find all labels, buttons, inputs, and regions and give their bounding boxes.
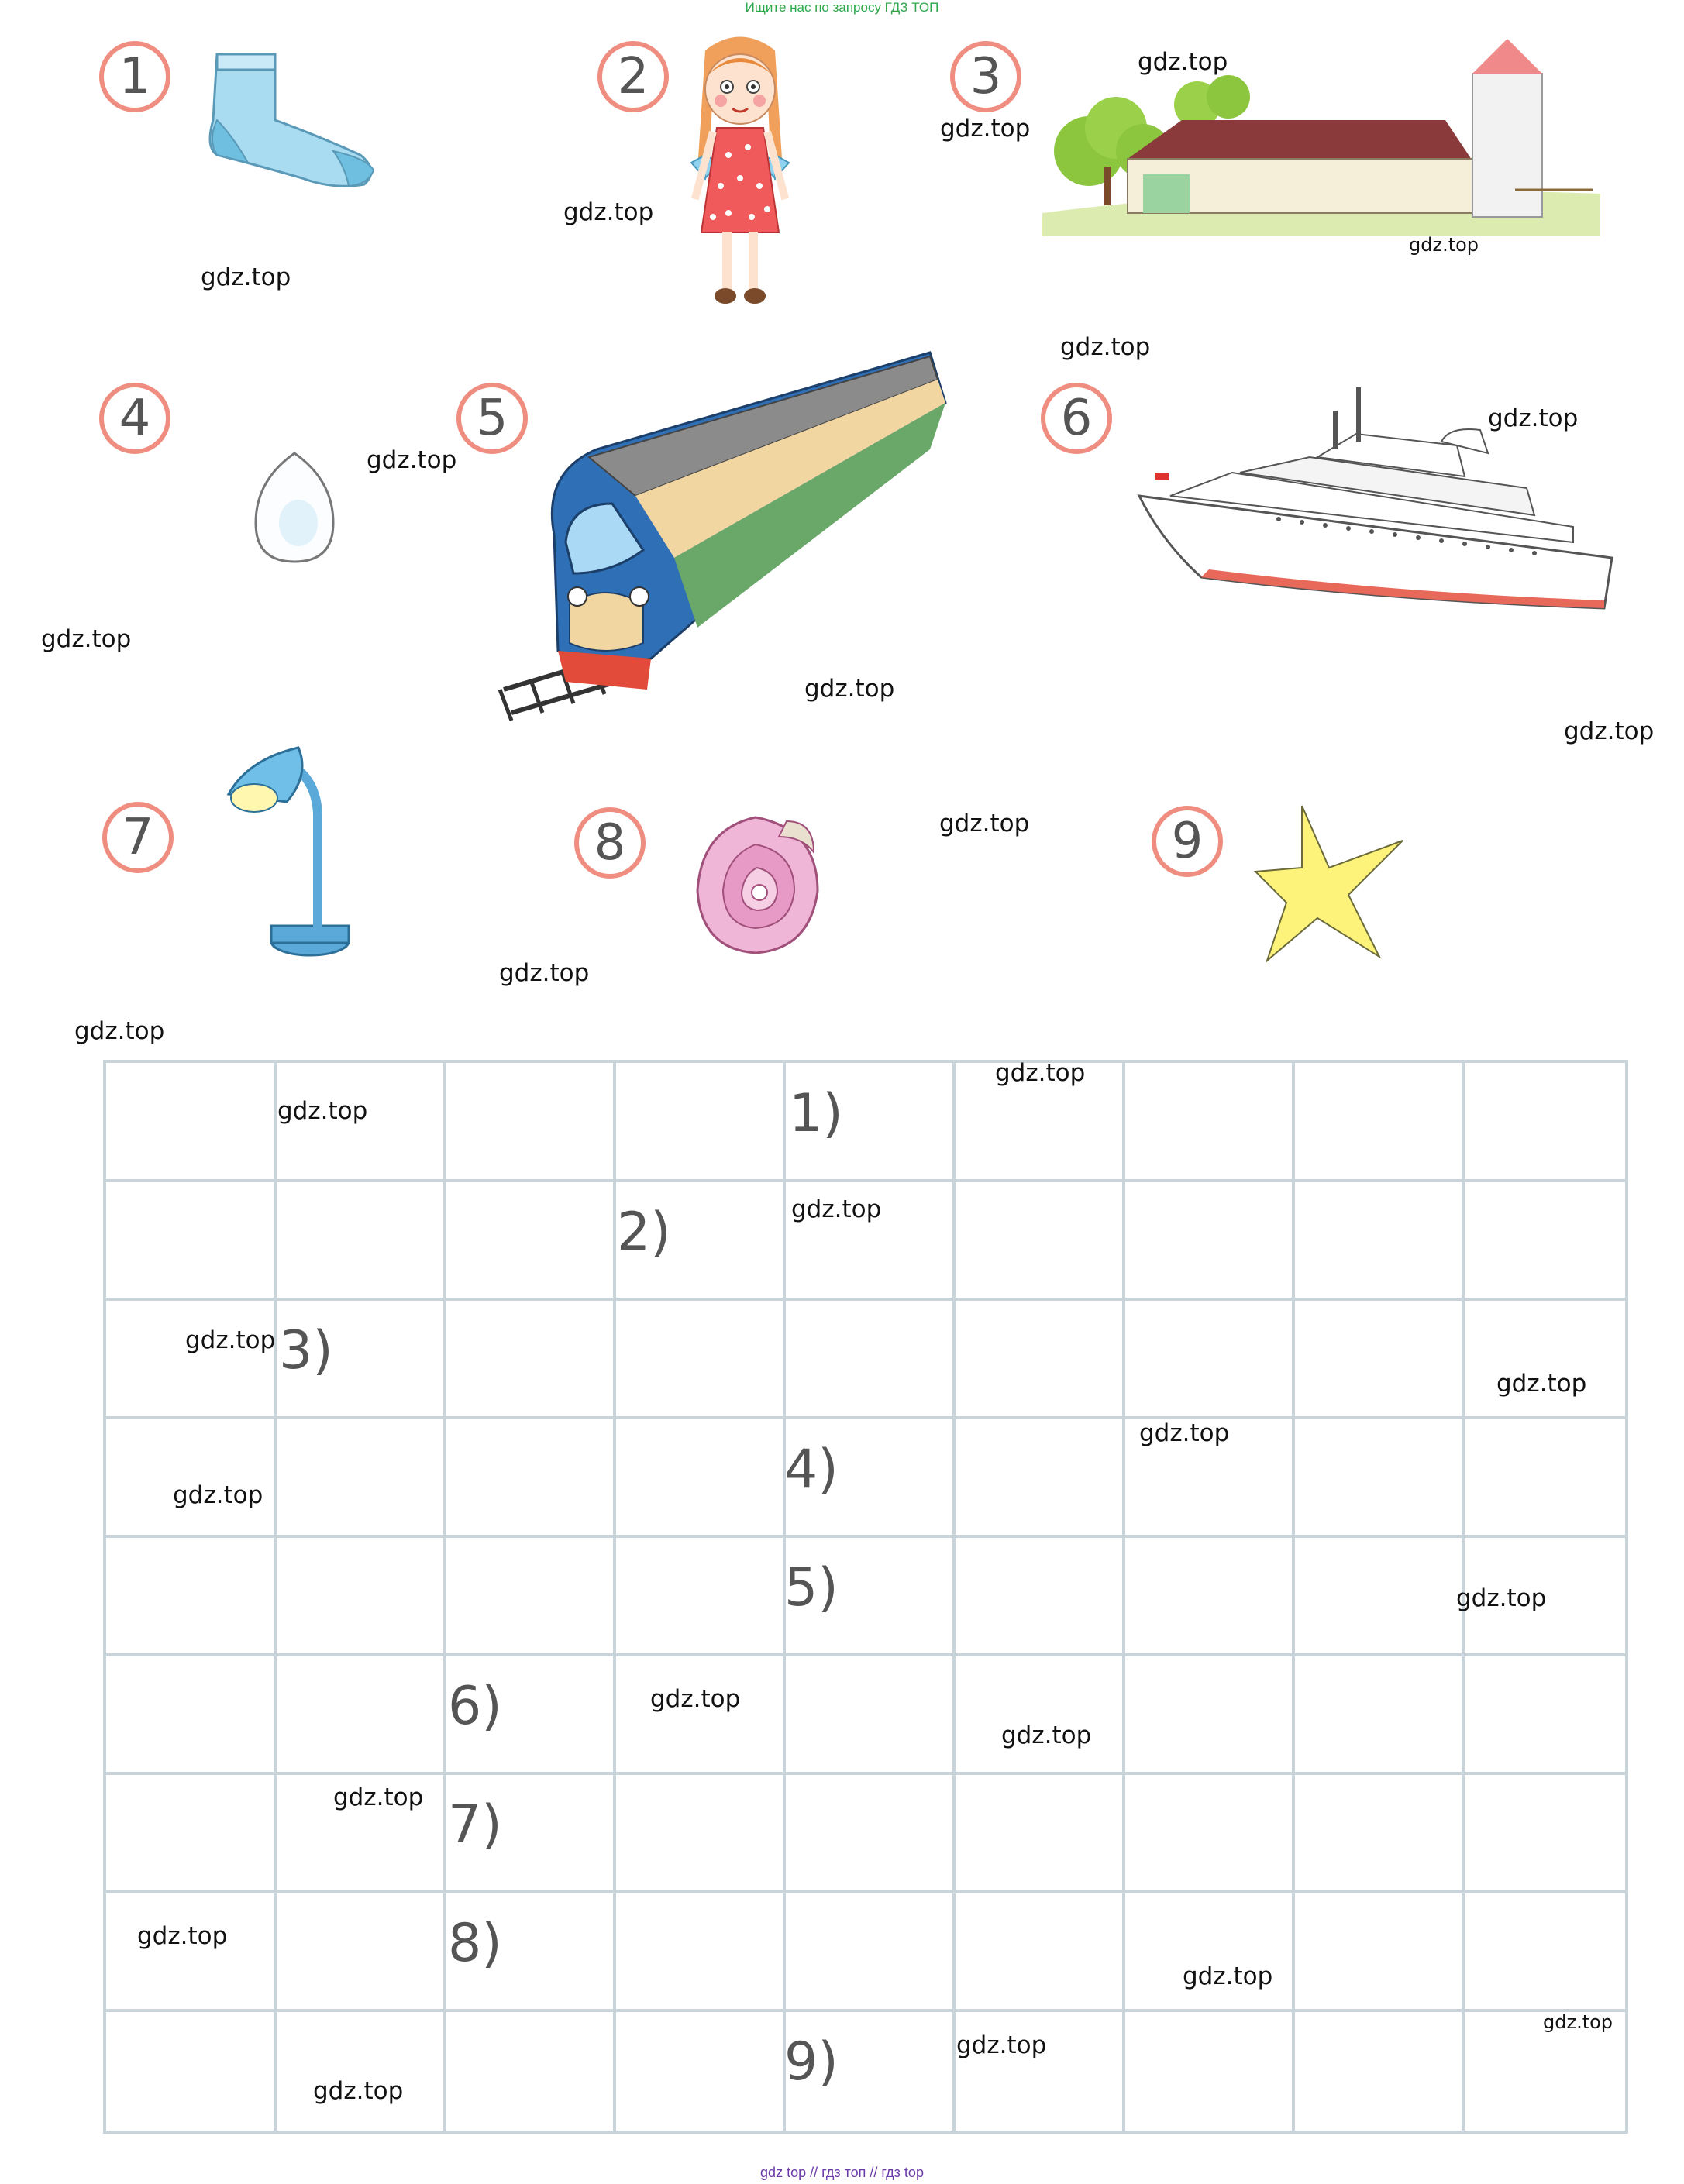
grid-line	[106, 1416, 1625, 1419]
row-label-7: 7)	[448, 1794, 502, 1856]
footer-note: gdz top // гдз топ // гдз top	[760, 2165, 924, 2180]
watermark: gdz.top	[650, 1685, 741, 1713]
watermark: gdz.top	[313, 2077, 404, 2105]
shell-icon	[686, 806, 825, 961]
watermark: gdz.top	[804, 675, 895, 703]
doll-icon	[674, 31, 806, 310]
watermark: gdz.top	[1543, 2011, 1613, 2033]
star-icon	[1255, 802, 1410, 965]
picture-number-5: 5	[456, 383, 528, 454]
row-label-8: 8)	[448, 1913, 502, 1974]
farm-icon	[1042, 35, 1600, 236]
grid-line	[613, 1063, 616, 2131]
picture-number-1: 1	[99, 41, 170, 112]
watermark: gdz.top	[137, 1922, 228, 1950]
grid-line	[106, 1772, 1625, 1775]
watermark: gdz.top	[1488, 404, 1579, 432]
watermark: gdz.top	[1456, 1584, 1547, 1612]
row-label-5: 5)	[784, 1557, 839, 1618]
grid-line	[106, 1298, 1625, 1301]
grid-line	[1122, 1063, 1125, 2131]
grid-line	[106, 2009, 1625, 2012]
sock-icon	[201, 46, 387, 194]
watermark: gdz.top	[201, 263, 291, 291]
watermark: gdz.top	[74, 1017, 165, 1045]
grid-line	[1292, 1063, 1295, 2131]
header-note: Ищите нас по запросу ГДЗ ТОП	[745, 0, 939, 15]
watermark: gdz.top	[995, 1059, 1086, 1087]
row-label-2: 2)	[617, 1202, 671, 1263]
watermark: gdz.top	[563, 198, 654, 226]
row-label-9: 9)	[784, 2031, 839, 2093]
watermark: gdz.top	[1060, 333, 1151, 361]
watermark: gdz.top	[956, 2031, 1047, 2059]
picture-number-2: 2	[597, 41, 669, 112]
picture-number-6: 6	[1041, 383, 1112, 454]
row-label-4: 4)	[784, 1439, 839, 1500]
watermark: gdz.top	[173, 1481, 263, 1509]
watermark: gdz.top	[1183, 1962, 1273, 1990]
watermark: gdz.top	[1564, 717, 1655, 745]
watermark: gdz.top	[333, 1783, 424, 1811]
grid-line	[443, 1063, 446, 2131]
watermark: gdz.top	[499, 959, 590, 987]
watermark: gdz.top	[1409, 234, 1479, 256]
row-label-1: 1)	[789, 1083, 843, 1144]
grid-line	[106, 1535, 1625, 1538]
watermark: gdz.top	[1496, 1370, 1587, 1398]
watermark: gdz.top	[41, 625, 132, 653]
picture-number-9: 9	[1152, 806, 1223, 877]
watermark: gdz.top	[1138, 48, 1228, 76]
picture-number-3: 3	[950, 41, 1021, 112]
egg-icon	[248, 449, 341, 566]
grid-line	[106, 1890, 1625, 1893]
watermark: gdz.top	[185, 1326, 276, 1354]
lamp-icon	[225, 736, 380, 957]
grid-line	[952, 1063, 956, 2131]
row-label-3: 3)	[279, 1320, 333, 1381]
watermark: gdz.top	[939, 810, 1030, 837]
watermark: gdz.top	[1139, 1419, 1230, 1447]
watermark: gdz.top	[1001, 1721, 1092, 1749]
watermark: gdz.top	[791, 1195, 882, 1223]
grid-line	[274, 1063, 277, 2131]
grid-line	[106, 1179, 1625, 1182]
picture-number-4: 4	[99, 383, 170, 454]
picture-number-7: 7	[102, 802, 174, 873]
grid-line	[106, 1653, 1625, 1656]
picture-number-8: 8	[574, 807, 646, 879]
row-label-6: 6)	[448, 1676, 502, 1737]
watermark: gdz.top	[367, 446, 457, 474]
watermark: gdz.top	[277, 1097, 368, 1125]
watermark: gdz.top	[940, 115, 1031, 143]
